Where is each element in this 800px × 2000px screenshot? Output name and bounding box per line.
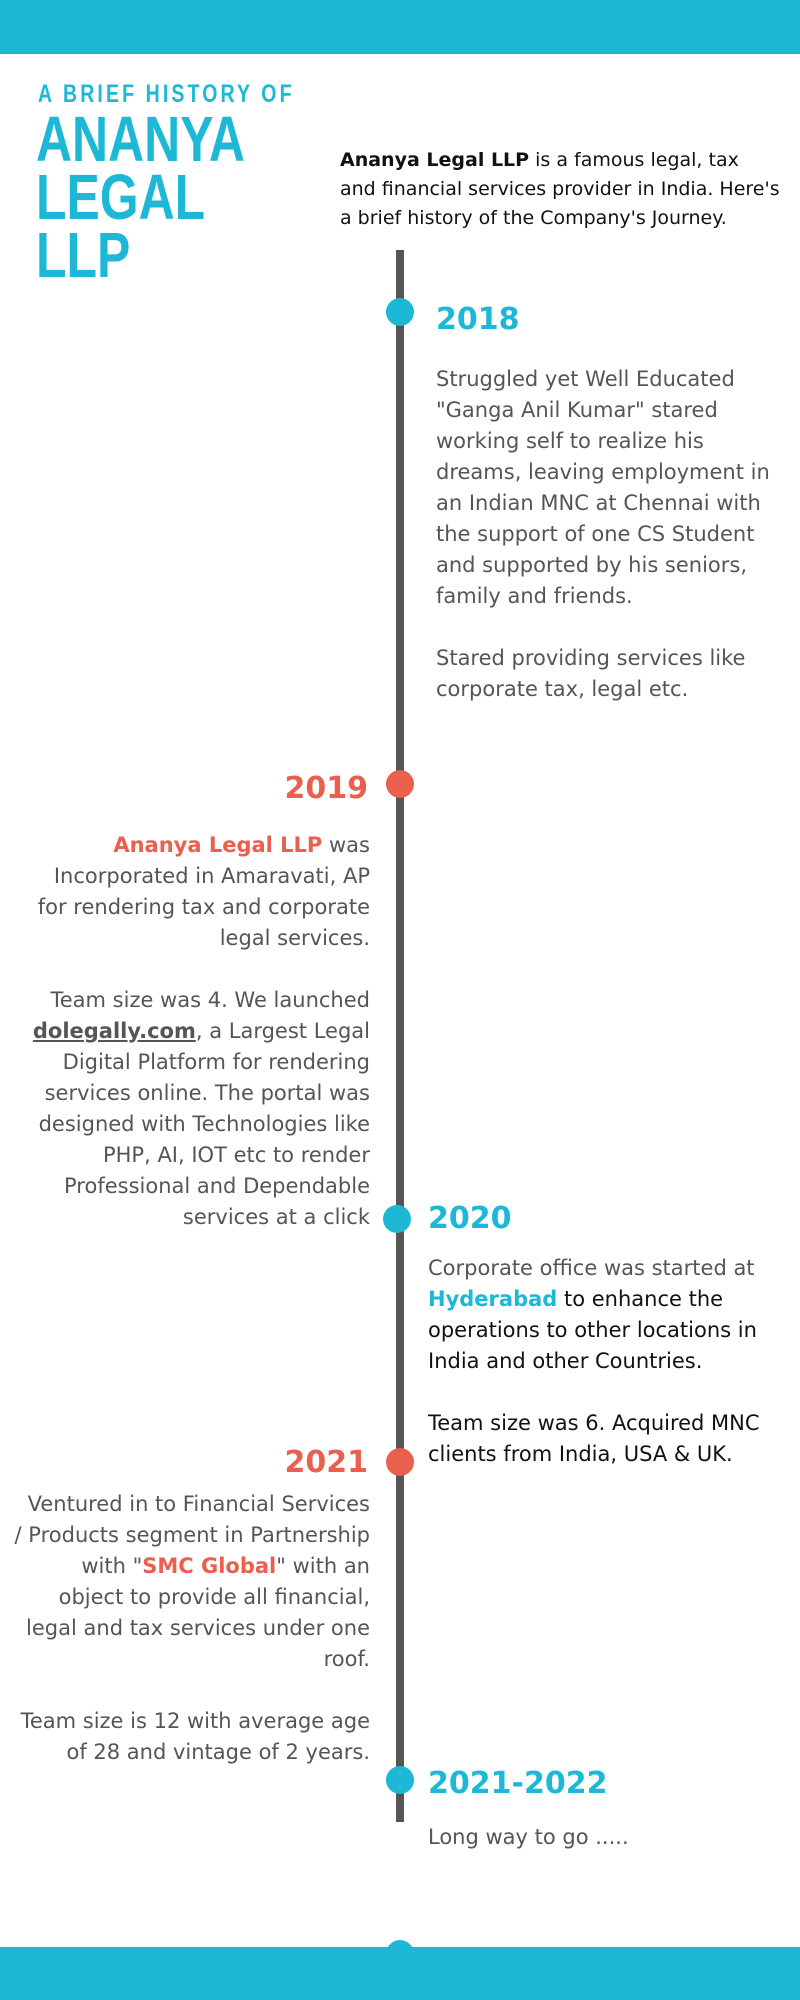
partner-highlight: SMC Global (142, 1554, 277, 1578)
top-banner (0, 0, 800, 54)
entry-paragraph: Stared providing services like corporate tax, legal etc. (436, 646, 746, 701)
page-title (36, 103, 245, 291)
timeline-end-dot (386, 1940, 414, 1968)
timeline-dot-2019 (386, 770, 414, 798)
timeline-entry-2020 (428, 1253, 778, 1470)
timeline-year-2020: 2020 (428, 1201, 512, 1236)
entry-paragraph: Team size was 4. We launched dolegally.com, a Largest Legal Digital Platform for rendering services online. The portal was designed with Technologies like PHP, AI, IOT etc to render Professional and Dependable services at a click (32, 988, 370, 1229)
timeline-dot-2020 (383, 1205, 411, 1233)
timeline-entry-2018 (436, 364, 776, 705)
intro-paragraph (340, 146, 780, 233)
location-highlight: Hyderabad (428, 1287, 558, 1311)
timeline-dot-2021 (386, 1448, 414, 1476)
timeline-entry-2021 (14, 1489, 370, 1768)
entry-paragraph: Long way to go ..... (428, 1825, 629, 1849)
timeline-dot-2021-2022 (386, 1766, 414, 1794)
title-line: LEGAL (36, 161, 206, 233)
entry-paragraph: Ventured in to Financial Services / Products segment in Partnership with "SMC Global" with an object to provide all financial, legal and tax services under one roof. (14, 1492, 370, 1671)
entry-paragraph: Team size is 12 with average age of 28 and vintage of 2 years. (20, 1709, 370, 1764)
timeline-entry-2019 (30, 830, 370, 1233)
timeline-dot-2018 (386, 298, 414, 326)
page-kicker: A BRIEF HISTORY OF (38, 80, 295, 108)
timeline-year-2019: 2019 (284, 771, 368, 806)
entry-paragraph: Team size was 6. Acquired MNC clients from India, USA & UK. (428, 1411, 760, 1466)
dolegally-link[interactable]: dolegally.com (32, 1019, 196, 1043)
timeline-year-2021: 2021 (284, 1445, 368, 1480)
intro-text: is a famous legal, tax and financial services provider in India. Here's a brief history of the Company's Journey. (340, 149, 780, 229)
intro-company-name: Ananya Legal LLP (340, 149, 530, 171)
entry-paragraph: Struggled yet Well Educated "Ganga Anil Kumar" stared working self to realize his dreams, leaving employment in an Indian MNC at Chennai with the support of one CS Student and supported by his seniors, family and friends. (436, 367, 770, 608)
timeline-line (396, 250, 404, 1822)
timeline-year-2018: 2018 (436, 302, 520, 337)
timeline-year-2021-2022: 2021-2022 (428, 1766, 608, 1801)
entry-paragraph: Corporate office was started at Hyderabad to enhance the operations to other locations in India and other Countries. (428, 1256, 757, 1373)
company-highlight: Ananya Legal LLP (113, 833, 323, 857)
entry-paragraph: Ananya Legal LLP was Incorporated in Amaravati, AP for rendering tax and corporate legal services. (37, 833, 370, 950)
title-line: LLP (36, 219, 131, 291)
timeline-entry-2021-2022 (428, 1822, 768, 1853)
title-line: ANANYA (36, 103, 245, 175)
